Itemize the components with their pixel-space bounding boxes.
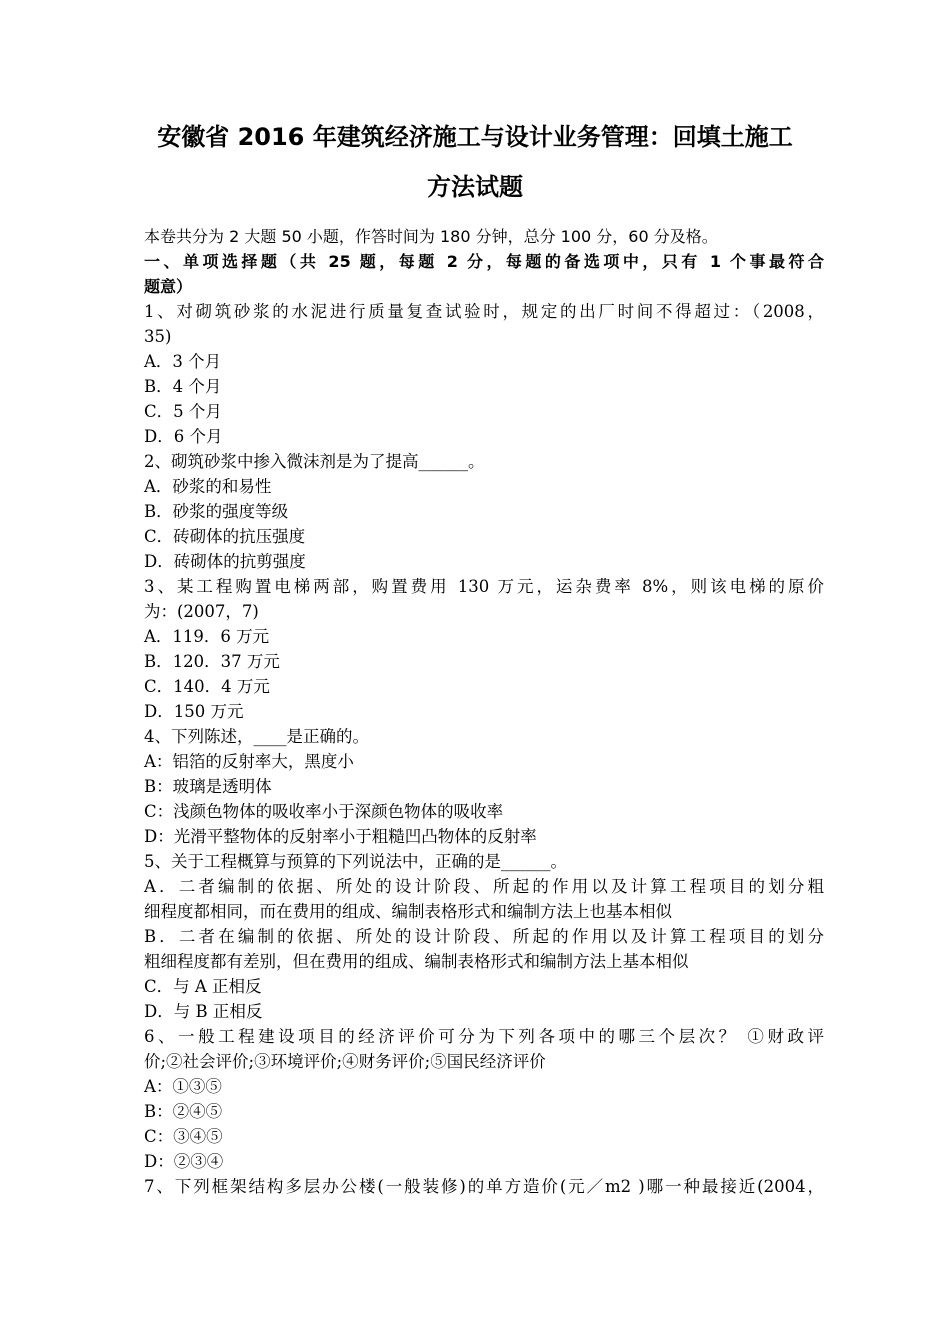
question-5-option-b-continued: 粗细程度都有差别，但在费用的组成、编制表格形式和编制方法上基本相似 <box>144 952 689 971</box>
question-1-text: 1、对砌筑砂浆的水泥进行质量复查试验时，规定的出厂时间不得超过：（2008， <box>144 302 824 321</box>
question-6-option-b: B：②④⑤ <box>144 1102 223 1121</box>
question-6-option-a: A：①③⑤ <box>144 1077 222 1096</box>
question-3-option-d: D．150 万元 <box>144 702 244 721</box>
question-1-option-b: B．4 个月 <box>144 377 222 396</box>
section-heading-continued: 题意） <box>144 277 193 296</box>
exam-instructions: 本卷共分为 2 大题 50 小题，作答时间为 180 分钟，总分 100 分，60 分及格。 <box>144 227 718 246</box>
question-4-option-a: A：铝箔的反射率大，黑度小 <box>144 752 354 771</box>
question-1-option-a: A．3 个月 <box>144 352 222 371</box>
question-3-option-a: A．119．6 万元 <box>144 627 270 646</box>
document-title-line-1: 安徽省 2016 年建筑经济施工与设计业务管理：回填土施工 <box>157 123 793 151</box>
question-2-option-b: B．砂浆的强度等级 <box>144 502 289 521</box>
question-5-option-b: B．二者在编制的依据、所处的设计阶段、所起的作用以及计算工程项目的划分 <box>144 927 824 946</box>
question-2-option-c: C．砖砌体的抗压强度 <box>144 527 306 546</box>
question-6-option-d: D：②③④ <box>144 1152 224 1171</box>
question-2-option-a: A．砂浆的和易性 <box>144 477 272 496</box>
question-5-option-a: A．二者编制的依据、所处的设计阶段、所起的作用以及计算工程项目的划分粗 <box>144 877 824 896</box>
question-3-text-continued: 为：(2007，7) <box>144 602 259 621</box>
question-3-option-b: B．120．37 万元 <box>144 652 280 671</box>
question-6-text-continued: 价;②社会评价;③环境评价;④财务评价;⑤国民经济评价 <box>144 1052 546 1071</box>
question-3-option-c: C．140．4 万元 <box>144 677 270 696</box>
question-6-text: 6、一般工程建设项目的经济评价可分为下列各项中的哪三个层次？ ①财政评 <box>144 1027 824 1046</box>
document-title-line-2: 方法试题 <box>427 173 523 201</box>
question-6-option-c: C：③④⑤ <box>144 1127 223 1146</box>
document-body <box>144 224 824 1199</box>
question-4-option-b: B：玻璃是透明体 <box>144 777 272 796</box>
question-1-text-continued: 35) <box>144 327 172 346</box>
question-1-option-d: D．6 个月 <box>144 427 223 446</box>
question-4-option-d: D：光滑平整物体的反射率小于粗糙凹凸物体的反射率 <box>144 827 537 846</box>
question-5-option-c: C．与 A 正相反 <box>144 977 262 996</box>
question-5-option-a-continued: 细程度都相同，而在费用的组成、编制表格形式和编制方法上也基本相似 <box>144 902 672 921</box>
question-4-text: 4、下列陈述，____是正确的。 <box>144 727 369 746</box>
question-3-text: 3、某工程购置电梯两部，购置费用 130 万元，运杂费率 8%，则该电梯的原价 <box>144 577 824 596</box>
question-2-text: 2、砌筑砂浆中掺入微沫剂是为了提高______。 <box>144 452 485 471</box>
question-5-option-d: D．与 B 正相反 <box>144 1002 263 1021</box>
question-2-option-d: D．砖砌体的抗剪强度 <box>144 552 306 571</box>
question-5-text: 5、关于工程概算与预算的下列说法中，正确的是______。 <box>144 852 567 871</box>
section-heading: 一、单项选择题（共 25 题，每题 2 分，每题的备选项中，只有 1 个事最符合 <box>144 252 824 271</box>
question-7-text: 7、下列框架结构多层办公楼(一般装修)的单方造价(元／m2 )哪一种最接近(2004， <box>144 1177 824 1196</box>
question-1-option-c: C．5 个月 <box>144 402 222 421</box>
question-4-option-c: C：浅颜色物体的吸收率小于深颜色物体的吸收率 <box>144 802 504 821</box>
